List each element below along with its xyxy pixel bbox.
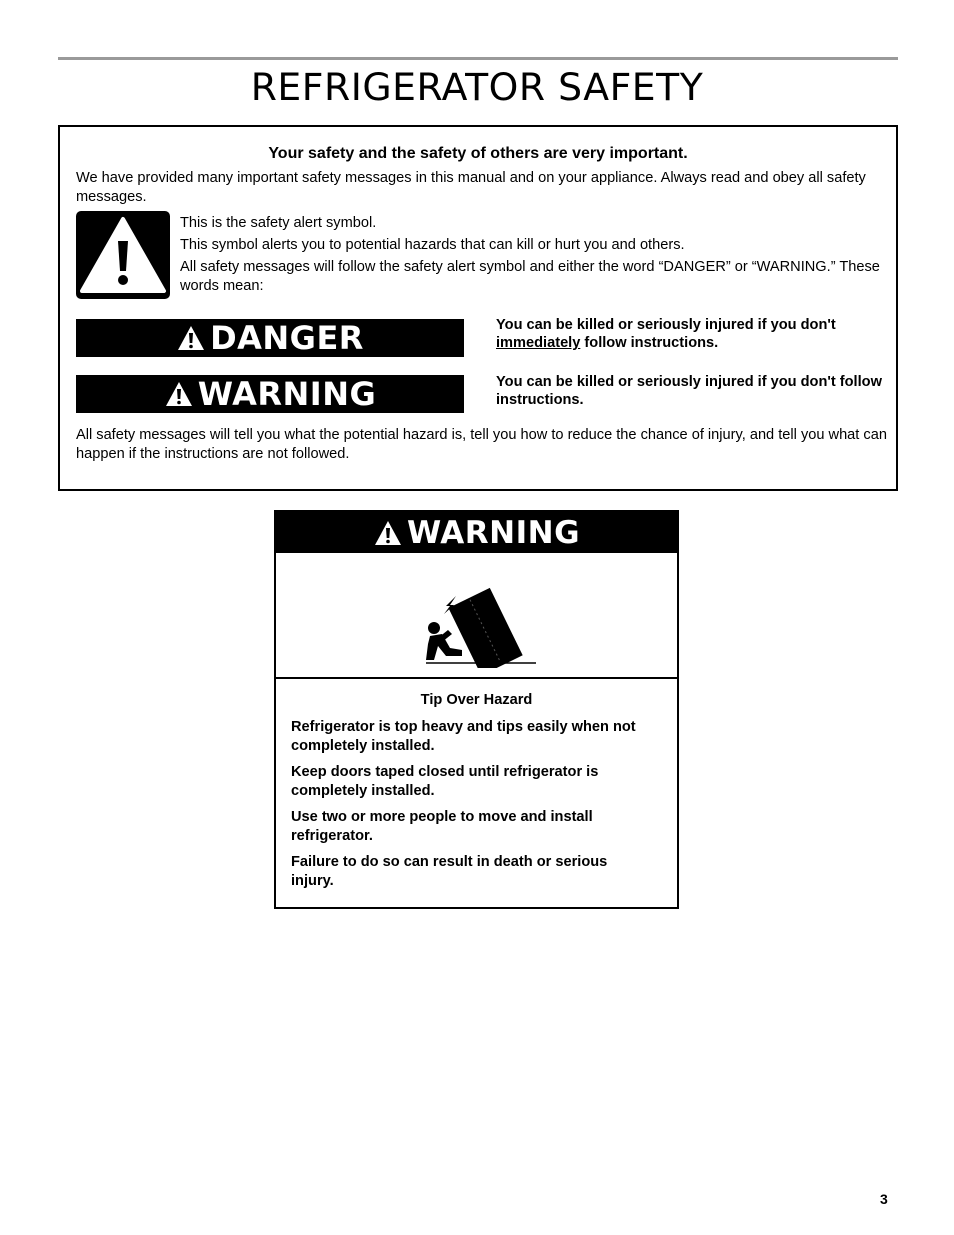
page-number: 3 (880, 1191, 888, 1207)
safety-box-heading: Your safety and the safety of others are very important. (268, 145, 688, 162)
safety-alert-icon (76, 211, 170, 299)
warning-signal-bar (76, 375, 464, 413)
danger-meaning (496, 316, 886, 352)
warning-alert-icon (373, 519, 403, 547)
tip-over-pictogram-icon (416, 568, 541, 668)
danger-word: DANGER (210, 319, 364, 357)
warning-alert-icon (164, 380, 194, 408)
warning-word: WARNING (197, 375, 377, 413)
danger-signal-bar (76, 319, 464, 357)
tip-over-warning-box (274, 510, 679, 909)
danger-text-start: You can be killed or seriously injured if you don't (496, 317, 836, 333)
alert-line-2: This symbol alerts you to potential hazards that can kill or hurt you and others. (180, 237, 685, 253)
tip-over-warning-header (276, 512, 677, 553)
danger-text-underlined: immediately (496, 335, 581, 351)
hazard-line-3: Use two or more people to move and install refrigerator. (291, 809, 593, 844)
hazard-title: Tip Over Hazard (420, 692, 533, 708)
tip-over-warning-word: WARNING (406, 514, 581, 551)
warning-meaning: You can be killed or seriously injured if you don't follow instructions. (496, 374, 882, 408)
hazard-line-1: Refrigerator is top heavy and tips easily when not completely installed. (291, 719, 636, 754)
safety-outro-text: All safety messages will tell you what the potential hazard is, tell you how to reduce the chance of injury, and tell you what can happen if the instructions are not followed. (76, 427, 887, 462)
hazard-line-4: Failure to do so can result in death or serious injury. (291, 854, 608, 889)
danger-text-end: follow instructions. (580, 335, 719, 351)
top-rule (58, 57, 898, 60)
safety-info-box (58, 125, 898, 491)
alert-symbol-explanation (180, 214, 880, 299)
warning-divider (276, 677, 677, 679)
alert-line-3: All safety messages will follow the safety alert symbol and either the word “DANGER” or “WARNING.” These words mean: (180, 259, 880, 294)
page-title: REFRIGERATOR SAFETY (250, 66, 704, 109)
alert-line-1: This is the safety alert symbol. (180, 215, 377, 231)
hazard-instructions (291, 718, 651, 898)
safety-intro-text: We have provided many important safety messages in this manual and on your appliance. Always read and obey all safety messages. (76, 170, 866, 205)
danger-alert-icon (176, 324, 206, 352)
hazard-line-2: Keep doors taped closed until refrigerator is completely installed. (291, 764, 599, 799)
